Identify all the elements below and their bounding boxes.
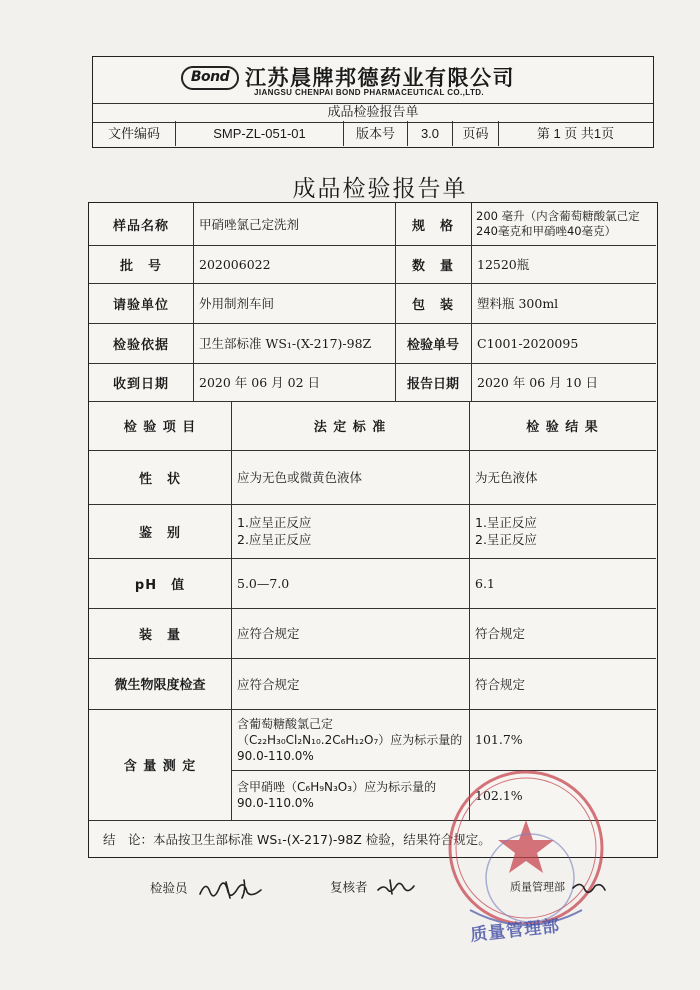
received-date-label: 收到日期 bbox=[112, 376, 169, 392]
result-row-item: 鉴 别 bbox=[138, 525, 181, 541]
result-row-standard: 应为无色或微黄色液体 bbox=[237, 470, 363, 485]
approver-handwritten-signature bbox=[569, 876, 609, 898]
approver-label: 质量管理部 bbox=[510, 880, 565, 894]
test-no-value: C1001-2020095 bbox=[477, 335, 579, 351]
version-value: 3.0 bbox=[408, 121, 453, 146]
test-no-label: 检验单号 bbox=[406, 337, 459, 353]
inspector-signature bbox=[150, 876, 270, 902]
received-date-value: 2020 年 06 月 02 日 bbox=[199, 375, 320, 390]
reviewer-handwritten-signature bbox=[374, 876, 420, 900]
package-label: 包 装 bbox=[411, 297, 454, 313]
result-row-item: 装 量 bbox=[138, 627, 181, 643]
result-row-result: 6.1 bbox=[475, 575, 495, 591]
content-assay-standard-1: 含葡萄糖酸氯己定（C₂₂H₃₀Cl₂N₁₀.2C₆H₁₂O₇）应为标示量的 90.0-110.0% bbox=[237, 716, 463, 763]
company-logo: Bond bbox=[181, 66, 239, 90]
page-value: 第 1 页 共1页 bbox=[536, 126, 615, 141]
quality-dept-stamp-text: 质量管理部 bbox=[469, 916, 562, 946]
document-meta-row bbox=[93, 121, 653, 146]
result-row-item: 微生物限度检查 bbox=[114, 678, 206, 693]
sample-name-label: 样品名称 bbox=[112, 218, 169, 234]
result-row-item: 性 状 bbox=[138, 471, 181, 487]
basis-label: 检验依据 bbox=[112, 337, 169, 353]
result-row-result: 符合规定 bbox=[475, 626, 526, 641]
conclusion-text: 结 论：本品按卫生部标准 WS₁-(X-217)-98Z 检验，结果符合规定。 bbox=[103, 831, 491, 847]
company-name-cn: 江苏晨牌邦德药业有限公司 bbox=[245, 66, 515, 90]
report-title: 成品检验报告单 bbox=[292, 176, 468, 202]
page-label: 页码 bbox=[453, 121, 499, 146]
requester-value: 外用制剂车间 bbox=[199, 296, 275, 311]
report-date-value: 2020 年 06 月 10 日 bbox=[477, 375, 598, 390]
content-assay-result-1: 101.7% bbox=[475, 732, 523, 747]
batch-label: 批 号 bbox=[119, 258, 162, 274]
result-row-standard: 1.应呈正反应 2.应呈正反应 bbox=[237, 515, 312, 547]
company-name-en: JIANGSU CHENPAI BOND PHARMACEUTICAL CO.,LTD. bbox=[254, 88, 485, 97]
content-assay-item: 含 量 测 定 bbox=[123, 759, 197, 774]
requester-label: 请验单位 bbox=[112, 297, 169, 313]
result-row-result: 符合规定 bbox=[475, 676, 526, 692]
result-row-standard: 应符合规定 bbox=[237, 626, 300, 641]
quantity-value: 12520瓶 bbox=[477, 257, 530, 272]
approver-signature bbox=[510, 876, 609, 898]
inspector-label: 检验员 bbox=[150, 880, 188, 896]
spec-value: 200 毫升（内含葡萄糖酸氯己定240毫克和甲硝唑40毫克） bbox=[476, 209, 640, 238]
result-row-standard: 应符合规定 bbox=[237, 676, 300, 692]
reviewer-signature bbox=[330, 876, 420, 900]
version-label: 版本号 bbox=[344, 121, 408, 146]
package-value: 塑料瓶 300ml bbox=[477, 296, 559, 311]
inspector-handwritten-signature bbox=[196, 876, 270, 902]
result-row-standard: 5.0—7.0 bbox=[237, 575, 290, 591]
report-date-label: 报告日期 bbox=[406, 376, 459, 392]
batch-value: 202006022 bbox=[199, 256, 271, 272]
spec-label: 规 格 bbox=[411, 218, 454, 234]
quantity-label: 数 量 bbox=[411, 258, 454, 274]
company-banner bbox=[93, 57, 653, 103]
content-assay-result-2: 102.1% bbox=[475, 787, 523, 803]
doc-code-value: SMP-ZL-051-01 bbox=[176, 121, 344, 146]
col-header-result: 检 验 结 果 bbox=[526, 420, 599, 435]
doc-code-label: 文件编码 bbox=[93, 121, 176, 146]
col-header-item: 检 验 项 目 bbox=[123, 420, 197, 435]
sample-name-value: 甲硝唑氯己定洗剂 bbox=[199, 217, 300, 232]
result-row-result: 为无色液体 bbox=[475, 470, 538, 485]
basis-value: 卫生部标准 WS₁-(X-217)-98Z bbox=[199, 336, 372, 351]
document-title-bar: 成品检验报告单 bbox=[93, 103, 653, 123]
content-assay-standard-2: 含甲硝唑（C₆H₉N₃O₃）应为标示量的 90.0-110.0% bbox=[237, 780, 437, 810]
document-header bbox=[92, 56, 654, 148]
reviewer-label: 复核者 bbox=[330, 879, 368, 895]
result-row-result: 1.呈正反应 2.呈正反应 bbox=[475, 515, 537, 547]
col-header-standard: 法 定 标 准 bbox=[313, 420, 387, 435]
result-row-item: pH 值 bbox=[134, 577, 186, 593]
